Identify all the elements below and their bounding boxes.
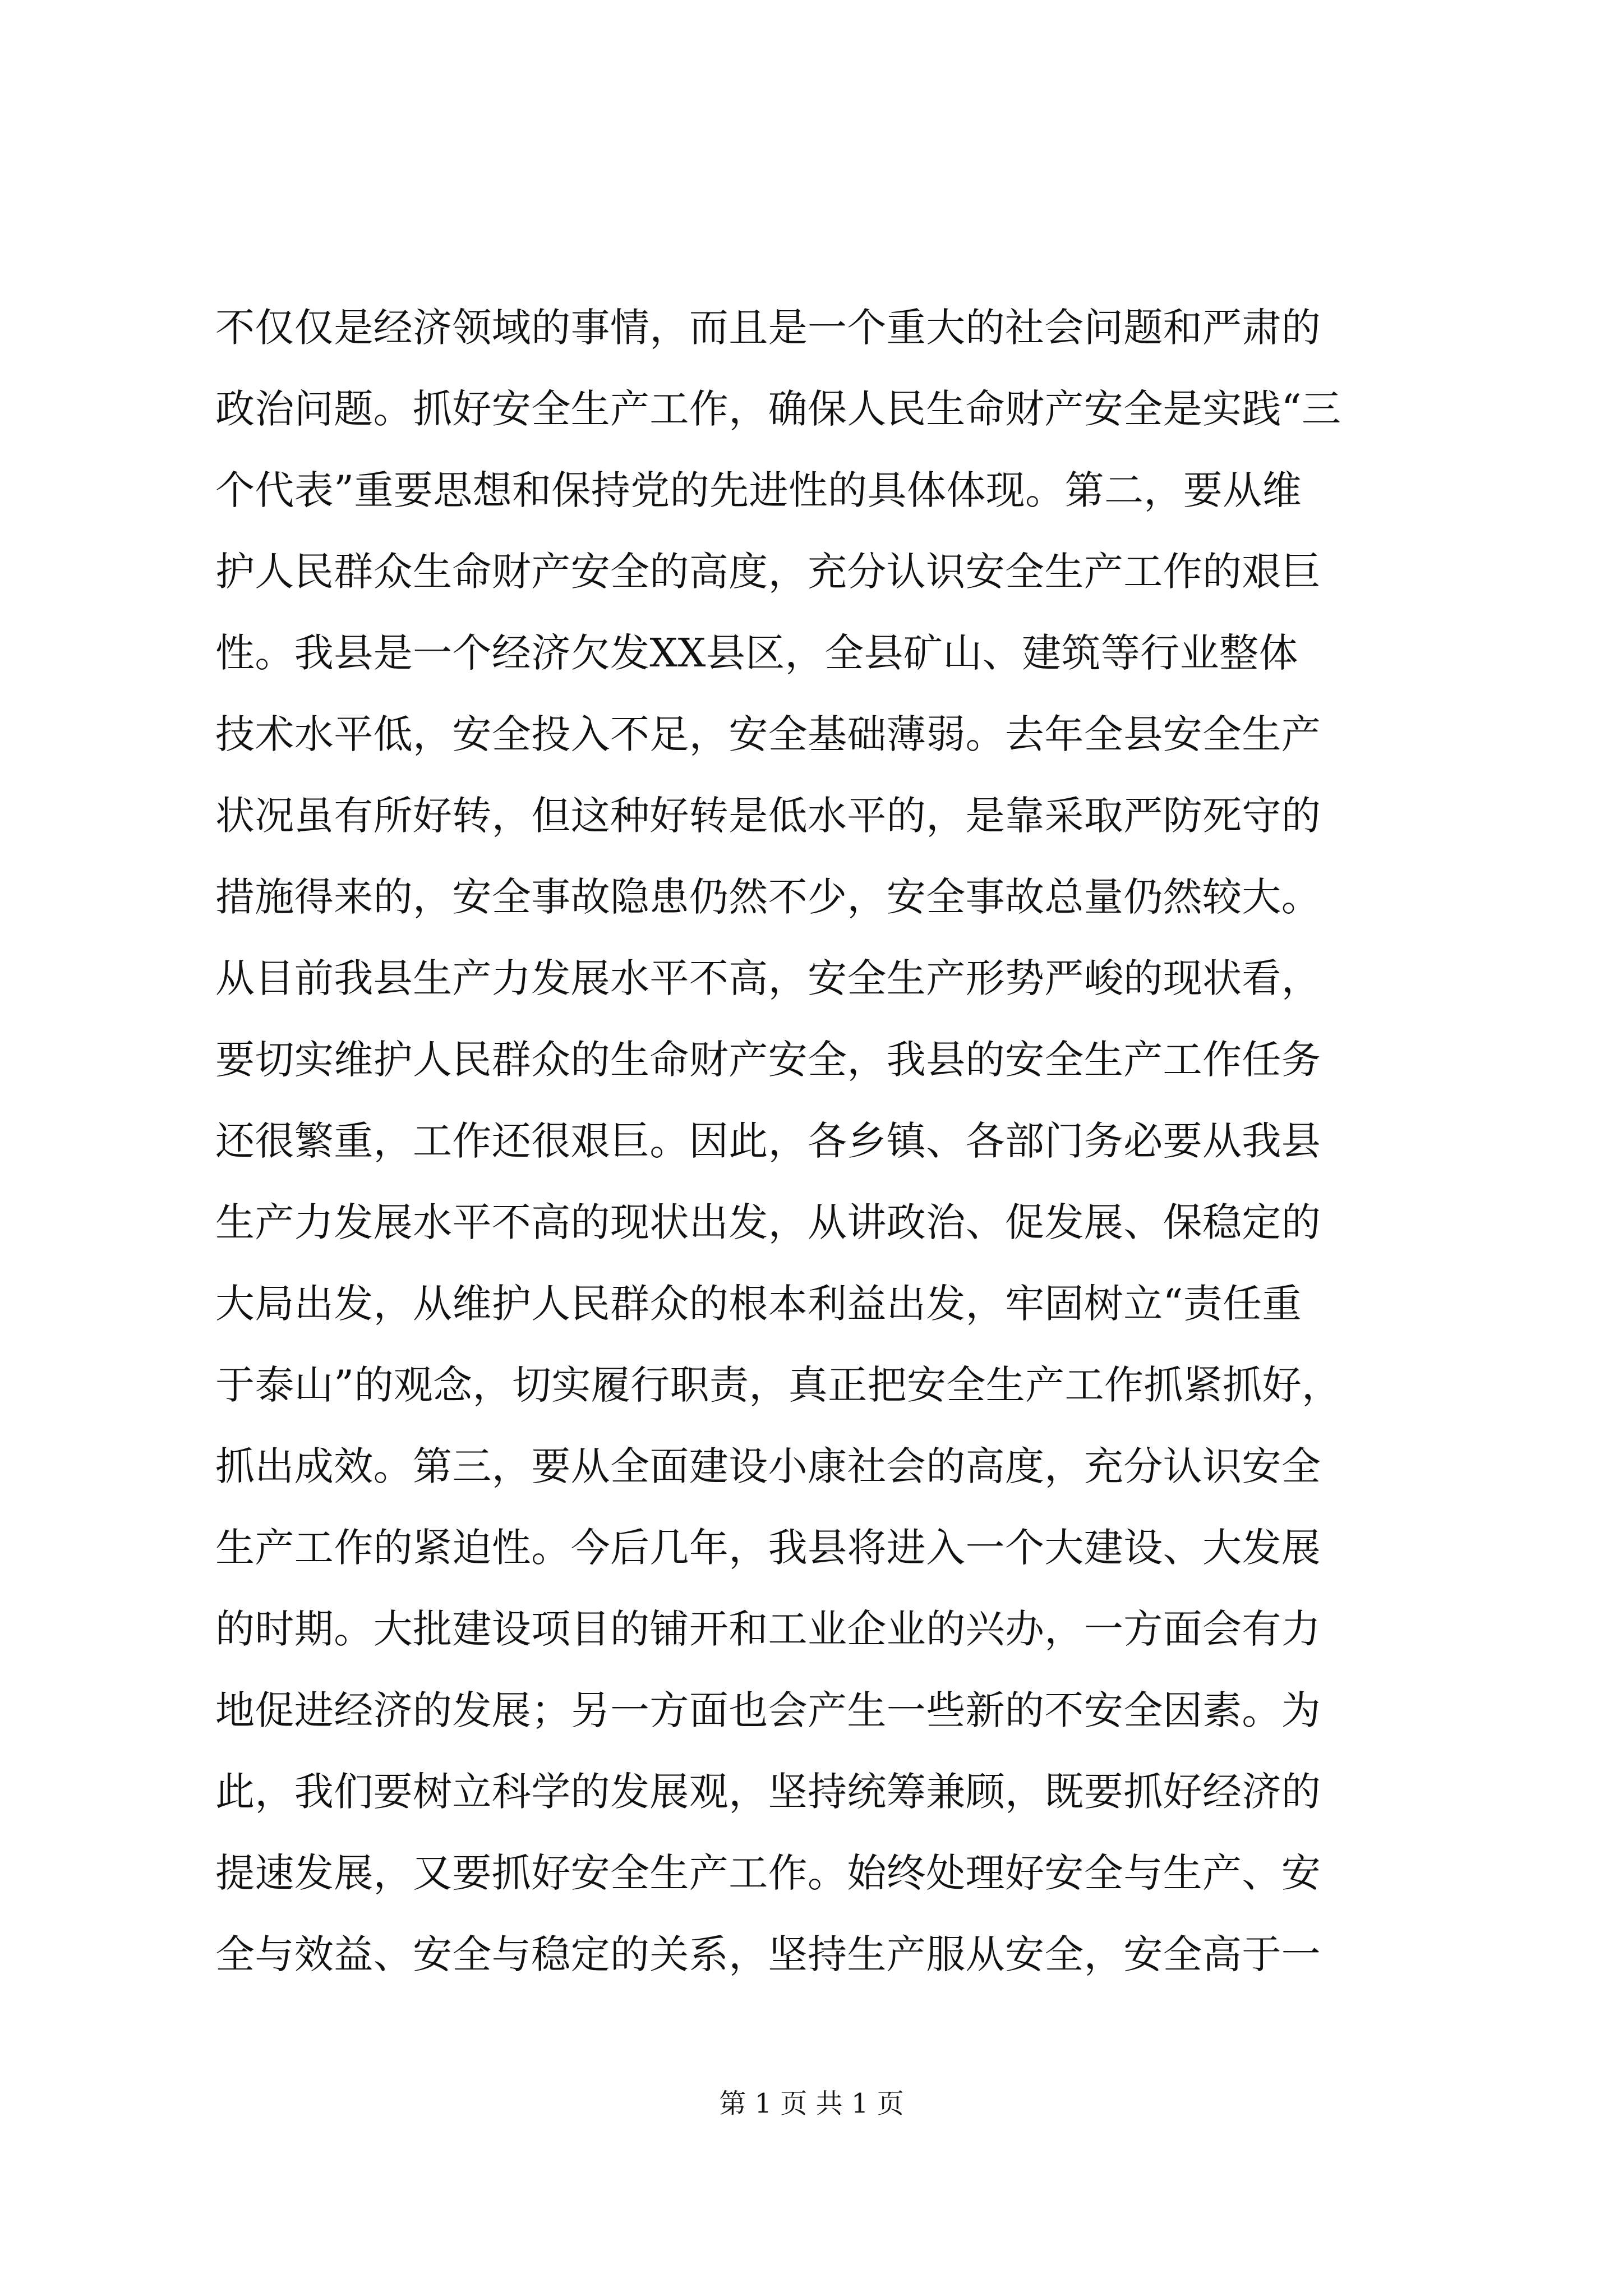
text-line: 大局出发，从维护人民群众的根本利益出发，牢固树立“责任重 <box>215 1281 1302 1327</box>
text-line: 抓出成效。第三，要从全面建设小康社会的高度，充分认识安全 <box>215 1443 1321 1489</box>
text-line: 地促进经济的发展；另一方面也会产生一些新的不安全因素。为 <box>215 1687 1321 1733</box>
text-line: 状况虽有所好转，但这种好转是低水平的，是靠采取严防死守的 <box>215 793 1321 839</box>
text-line: 生产工作的紧迫性。今后几年，我县将进入一个大建设、大发展 <box>215 1525 1321 1571</box>
text-line: 的时期。大批建设项目的铺开和工业企业的兴办，一方面会有力 <box>215 1606 1321 1652</box>
text-line: 从目前我县生产力发展水平不高，安全生产形势严峻的现状看， <box>215 955 1321 1001</box>
text-line: 要切实维护人民群众的生命财产安全，我县的安全生产工作任务 <box>215 1037 1321 1083</box>
text-line: 于泰山”的观念，切实履行职责，真正把安全生产工作抓紧抓好， <box>215 1362 1341 1408</box>
text-line: 不仅仅是经济领域的事情，而且是一个重大的社会问题和严肃的 <box>215 305 1321 351</box>
text-line: 技术水平低，安全投入不足，安全基础薄弱。去年全县安全生产 <box>215 711 1321 757</box>
text-line: 护人民群众生命财产安全的高度，充分认识安全生产工作的艰巨 <box>215 549 1321 595</box>
page-footer: 第 1 页 共 1 页 <box>719 2088 904 2119</box>
text-line: 性。我县是一个经济欠发XX县区，全县矿山、建筑等行业整体 <box>215 630 1298 676</box>
text-line: 还很繁重，工作还很艰巨。因此，各乡镇、各部门务必要从我县 <box>215 1118 1321 1164</box>
text-line: 全与效益、安全与稳定的关系，坚持生产服从安全，安全高于一 <box>215 1931 1321 1977</box>
text-line: 此，我们要树立科学的发展观，坚持统筹兼顾，既要抓好经济的 <box>215 1769 1321 1815</box>
text-line: 措施得来的，安全事故隐患仍然不少，安全事故总量仍然较大。 <box>215 874 1321 920</box>
text-line: 个代表”重要思想和保持党的先进性的具体体现。第二，要从维 <box>215 467 1302 513</box>
text-line: 生产力发展水平不高的现状出发，从讲政治、促发展、保稳定的 <box>215 1199 1321 1245</box>
text-line: 提速发展，又要抓好安全生产工作。始终处理好安全与生产、安 <box>215 1850 1321 1896</box>
text-line: 政治问题。抓好安全生产工作，确保人民生命财产安全是实践“三 <box>215 386 1341 432</box>
body-text <box>215 287 1432 1995</box>
